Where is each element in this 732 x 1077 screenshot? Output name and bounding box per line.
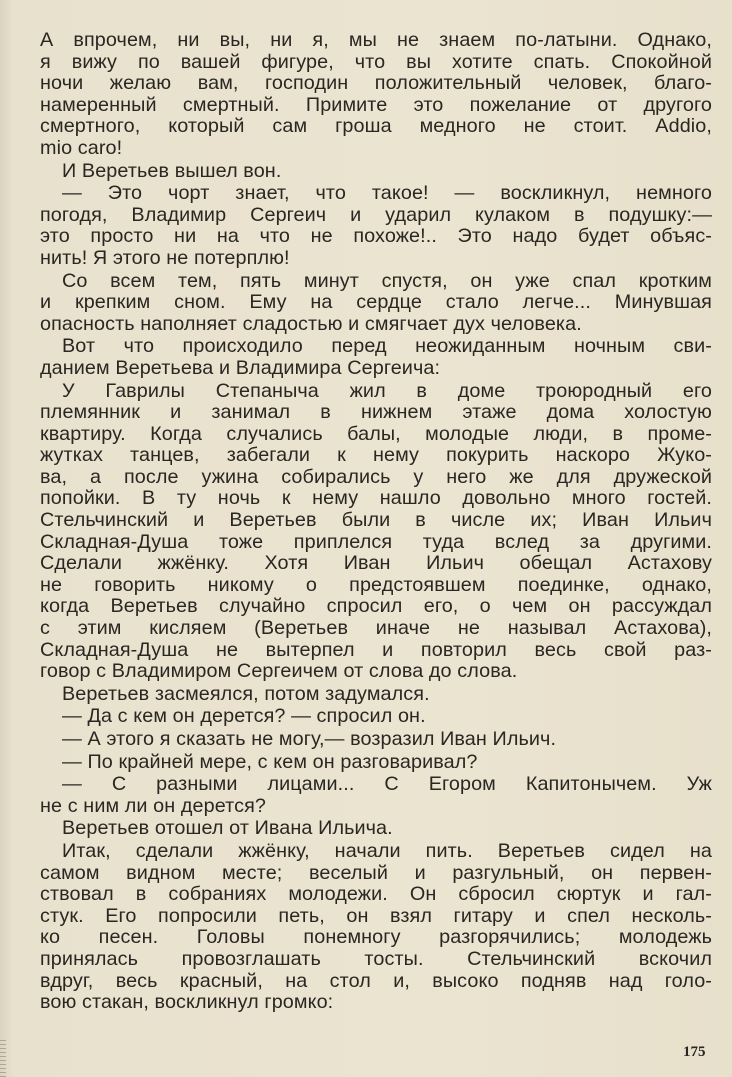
text-line: — С разными лицами... С Егором Капитонычем. Уж: [62, 774, 712, 796]
text-line: Веретьев засмеялся, потом задумался.: [62, 683, 430, 705]
text-line: не с ним ли он дерется?: [40, 795, 267, 817]
text-line: опасность наполняет сладостью и смягчает дух человека.: [40, 313, 582, 335]
text-line: — Это чорт знает, что такое! — воскликнул, немного: [62, 183, 712, 205]
text-line: смертного, который сам гроша медного не стоит. Addio,: [40, 116, 712, 138]
paragraph: [40, 183, 712, 269]
text-line: Складная-Душа не вытерпел и повторил весь свой раз-: [40, 639, 712, 661]
text-line: вою стакан, воскликнул громко:: [40, 992, 334, 1014]
page-body-text: [40, 30, 712, 1015]
text-line: ночи желаю вам, господин положительный человек, благо-: [40, 73, 712, 95]
text-line: Складная-Душа тоже приплелся туда вслед за другими.: [40, 531, 712, 553]
paragraph: [40, 161, 712, 183]
text-line: Со всем тем, пять минут спустя, он уже спал кротким: [62, 270, 712, 292]
paragraph: [40, 684, 712, 706]
text-line: ва, а после ужина собирались у него же для дружеской: [40, 466, 712, 488]
text-line: погодя, Владимир Сергеич и ударил кулаком в подушку:—: [40, 204, 712, 226]
text-line: — А этого я сказать не могу,— возразил Иван Ильич.: [62, 729, 557, 750]
paragraph: [40, 774, 712, 817]
paragraph: [40, 381, 712, 683]
text-line: и крепким сном. Ему на сердце стало легче... Минувшая: [40, 292, 712, 314]
text-line: это просто ни на что не похоже!.. Это надо будет объяс-: [40, 226, 712, 248]
text-line: Сделали жжёнку. Хотя Иван Ильич обещал Астахову: [40, 553, 712, 575]
text-line: попойки. В ту ночь к нему нашло довольно много гостей.: [40, 488, 712, 510]
text-line: с этим кисляем (Веретьев иначе не называл Астахова),: [40, 618, 712, 640]
text-line: говор с Владимиром Сергеичем от слова до слова.: [40, 661, 518, 683]
text-line: ствовал в собраниях молодежи. Он сбросил сюртук и гал-: [40, 884, 712, 906]
text-line: данием Веретьева и Владимира Сергеича:: [40, 357, 441, 379]
text-line: ко песен. Головы понемногу разгорячились; молодежь: [40, 927, 712, 949]
text-line: И Веретьев вышел вон.: [62, 160, 282, 182]
paragraph: [40, 336, 712, 379]
page-edge-shadow: [0, 1040, 6, 1077]
text-line: я вижу по вашей фигуре, что вы хотите спать. Спокойной: [40, 51, 712, 73]
text-line: вдруг, весь красный, на стол и, высоко подняв над голо-: [40, 970, 712, 992]
text-line: — Да с кем он дерется? — спросил он.: [62, 706, 426, 728]
text-line: жутках танцев, забегали к нему покурить наскоро Жуко-: [40, 445, 712, 467]
paragraph: [40, 30, 712, 160]
paragraph: [40, 752, 712, 774]
text-line: племянник и занимал в нижнем этаже дома холостую: [40, 402, 712, 424]
text-line: Веретьев отошел от Ивана Ильича.: [62, 818, 393, 840]
text-line: mio caro!: [40, 137, 123, 159]
paragraph: [40, 818, 712, 840]
text-line: А впрочем, ни вы, ни я, мы не знаем по-латыни. Однако,: [40, 30, 712, 51]
text-line: нить! Я этого не потерплю!: [40, 247, 290, 269]
paragraph: [40, 271, 712, 336]
page-number: 175: [683, 1044, 706, 1060]
text-line: — По крайней мере, с кем он разговаривал?: [62, 751, 478, 773]
text-line: У Гаврилы Степаныча жил в доме троюродный его: [62, 380, 712, 402]
paragraph: [40, 729, 712, 751]
text-line: квартиру. Когда случались балы, молодые люди, в проме-: [40, 423, 712, 445]
text-line: принялась провозглашать тосты. Стельчинский вскочил: [40, 948, 712, 970]
text-line: стук. Его попросили петь, он взял гитару и спел несколь-: [40, 905, 712, 927]
text-line: Стельчинский и Веретьев были в числе их; Иван Ильич: [40, 510, 712, 532]
paragraph: [40, 706, 712, 728]
text-line: самом видном месте; веселый и разгульный, он первен-: [40, 862, 712, 884]
text-line: не говорить никому о предстоявшем поединке, однако,: [40, 574, 712, 596]
text-line: Итак, сделали жжёнку, начали пить. Веретьев сидел на: [62, 840, 712, 862]
text-line: Вот что происходило перед неожиданным ночным сви-: [62, 336, 712, 358]
text-line: когда Веретьев случайно спросил его, о чем он рассуждал: [40, 596, 712, 618]
text-line: намеренный смертный. Примите это пожелание от другого: [40, 94, 712, 116]
paragraph: [40, 841, 712, 1014]
